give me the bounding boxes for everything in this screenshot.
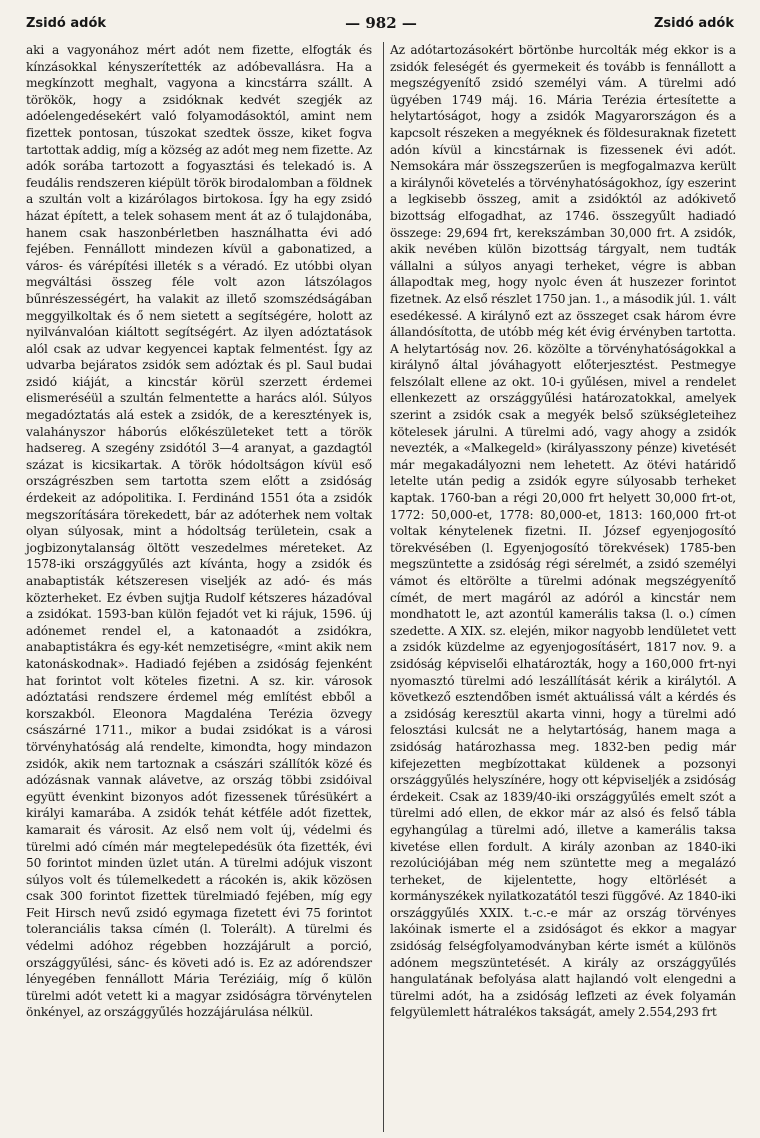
running-head-left: Zsidó adók — [26, 16, 107, 31]
text-columns — [26, 42, 736, 1021]
left-column-text: aki a vagyonához mért adót nem fizette, elfogták és kínzásokkal kényszerítették az adóbevallásra. Ha a megkínzott meghalt, vagyona a kincstárra szállt. A törökök, hogy a zsidóknak kedvét szegjék az adóelengedésekért való folyamodásoktól, amint nem fizettek pontosan, túszokat szedtek össze, kiket fogva tartottak addig, míg a község az adót meg nem fizette. Az adók sorába tartozott a fogyasztási és telekadó is. A feudális rendszeren kiépült török birodalomban a földnek a szultán volt a kizárólagos birtokosa. Így ha egy zsidó házat épített, a telek sohasem ment át az ő tulajdonába, hanem csak haszonbérletben használhatta évi adó fejében. Fennállott mindezen kívül a gabonatized, a város- és várépítési illeték s a véradó. Ez utóbbi olyan megváltási összeg féle volt azon látszólagos bűnrészességért, ha valakit az illető szomszédságában meggyilkoltak és ő nem sietett a segítségére, holott az nyilvánvalóan kiáltott segítségért. Az ilyen adóztatások alól csak az udvar kegyencei kaptak felmentést. Így az udvarba bejáratos zsidók sem adóztak és pl. Saul budai zsidó kiáját, a kincstár körül szerzett érdemei elismeréséül a szultán felmentette a harács alól. Súlyos megadóztatás alá estek a zsidók, de a keresztények is, valahányszor háborús előkészületeket tett a török hadsereg. A szegény zsidótól 3—4 aranyat, a gazdagtól százat is kicsikartak. A török hódoltságon kívül eső országrészben sem tartotta szem előtt a zsidóság érdekeit az adópolitika. I. Ferdinánd 1551 óta a zsidók megszorítására törekedett, bár az adóterhek nem voltak olyan súlyosak, mint a hódoltság területein, csak a jogbizonytalanság öltött veszedelmes méreteket. Az 1578-iki országgyűlés azt kívánta, hogy a zsidók és anabaptisták kétszeresen viseljék az adó- és más közterheket. Ez évben sujtja Rudolf kétszeres házadóval a zsidókat. 1593-ban külön fejadót vet ki rájuk, 1596. új adónemet rendel el, a katonaadót a zsidókra, anabaptistákra és egy-két nemzetiségre, «mint akik nem katonáskodnak». Hadiadó fejében a zsidóság fejenként hat forintot volt köteles fizetni. A sz. kir. városok adóztatási rendszere érdemel még említést ebből a korszakból. Eleonora Magdaléna Terézia özvegy császárné 1711., mikor a budai zsidókat is a városi törvényhatóság alá rendelte, kimondta, hogy mindazon zsidók, akik nem tartoznak a császári szállítók közé és adózásnak vannak alávetve, az ország többi zsidóival együtt évenkint bizonyos adót fizessenek tűrésükért a királyi kamarába. A zsidók tehát kétféle adót fizettek, kamarait és városit. Az első nem volt új, védelmi és türelmi adó címén már megtelepedésük óta fizették, évi 50 forintot minden üzlet után. A türelmi adójuk viszont súlyos volt és túlemelkedett a rácokén is, akik közösen csak 300 forintot fizettek türelmiadó fejében, míg egy Feit Hirsch nevű zsidó egymaga fizetett évi 75 forintot toleranciális taksa címén (l. Tolerált). A türelmi és védelmi adóhoz régebben hozzájárult a porció, országgyűlési, sánc- és követi adó is. Ez az adórendszer lényegében fennállott Mária Teréziáig, míg ő külön türelmi adót vetett ki a magyar zsidóságra törvénytelen önkényel, az országgyűlés hozzájárulása nélkül. — [26, 43, 372, 1020]
left-column — [26, 42, 372, 1021]
right-column — [390, 42, 736, 1021]
running-head-right: Zsidó adók — [653, 16, 734, 31]
right-column-text: Az adótartozásokért börtönbe hurcolták még ekkor is a zsidók feleségét és gyermekeit és tovább is fennállott a megszégyenítő zsidó személyi vám. A türelmi adó ügyében 1749 máj. 16. Mária Terézia értesítette a helytartóságot, hogy a zsidók Magyarországon és a kapcsolt részeken a megyéknek és földesuraknak fizetett adón kívül a kincstárnak is fizessenek évi adót. Nemsokára már összegszerűen is megfogalmazva került a királynői követelés a törvényhatóságokhoz, így eszerint a legkisebb összeg, amit a zsidóktól az adókivető bizottság elfogadhat, az 1746. összegyűlt hadiadó összege: 29,694 frt, kerekszámban 30,000 frt. A zsidók, akik nevében külön bizottság tárgyalt, nem tudták vállalni a súlyos anyagi terheket, végre is abban állapodtak meg, hogy nyolc éven át huszezer forintot fizetnek. Az első részlet 1750 jan. 1., a második júl. 1. vált esedékessé. A királynő ezt az összeget csak három évre állandósította, de utóbb még két évig érvényben tartotta. A helytartóság nov. 26. közölte a törvényhatóságokkal a királynő által jóváhagyott előterjesztést. Pestmegye felszólalt ellene az okt. 10-i gyűlésen, mivel a rendelet ellenkezett az országgyűlési határozatokkal, amelyek szerint a zsidók csak a megyék belső szükségleteihez kötelesek járulni. A türelmi adó, vagy ahogy a zsidók nevezték, a «Malkegeld» (királyasszony pénze) kivetését már megakadályozni nem lehetett. Az ötévi határidő letelte után pedig a zsidók egyre súlyosabb terheket kaptak. 1760-ban a régi 20,000 frt helyett 30,000 frt-ot, 1772: 50,000-et, 1778: 80,000-et, 1813: 160,000 frt-ot voltak kénytelenek fizetni. II. József egyenjogosító törekvésében (l. Egyenjogosító törekvések) 1785-ben megszüntette a zsidóság régi sérelmét, a zsidó személyi vámot és eltörölte a türelmi adónak megszégyenítő címét, de mert magáról az adóról a kincstár nem mondhatott le, azt azontúl kamerális taksa (l. o.) címen szedette. A XIX. sz. elején, mikor nagyobb lendületet vett a zsidók küzdelme az egyenjogosításért, 1817 nov. 9. a zsidóság képviselői elhatározták, hogy a 160,000 frt-nyi nyomasztó türelmi adó leszállítását kérik a királytól. A következő esztendőben ismét aktuálissá vált a kérdés és a zsidóság keresztül akarta vinni, hogy a türelmi adó felosztási kulcsát ne a helytartóság, hanem maga a zsidóság határozhassa meg. 1832-ben pedig már kifejezetten megbízottakat küldenek a pozsonyi országgyűlés helyszínére, hogy ott képviseljék a zsidóság érdekeit. Csak az 1839/40-iki országgyűlés emelt szót a türelmi adó ellen, de ekkor már az alsó és felső tábla egyhangúlag a türelmi adó, illetve a kamerális taksa kivetése ellen fordult. A király azonban az 1840-iki rezolúciójában még nem szüntette meg a megalázó terheket, de kijelentette, hogy eltörlését a kormányszékek nyilatkozatától teszi függővé. Az 1840-iki országgyűlés XXIX. t.-c.-e már az ország törvényes lakóinak ismerte el a zsidóságot és ekkor a magyar zsidóság felségfolyamodványban kérte ismét a különös adónem megszüntetését. A király az országgyűlés hangulatának befolyása alatt hajlandó volt elengedni a türelmi adót, ha a zsidóság leflzeti az évek folyamán felgyülemlett hátralékos takságát, amely 2.554,293 frt — [390, 43, 736, 1020]
page-header — [26, 12, 736, 36]
column-divider — [383, 42, 384, 1132]
page-number: — 982 — — [345, 14, 417, 32]
